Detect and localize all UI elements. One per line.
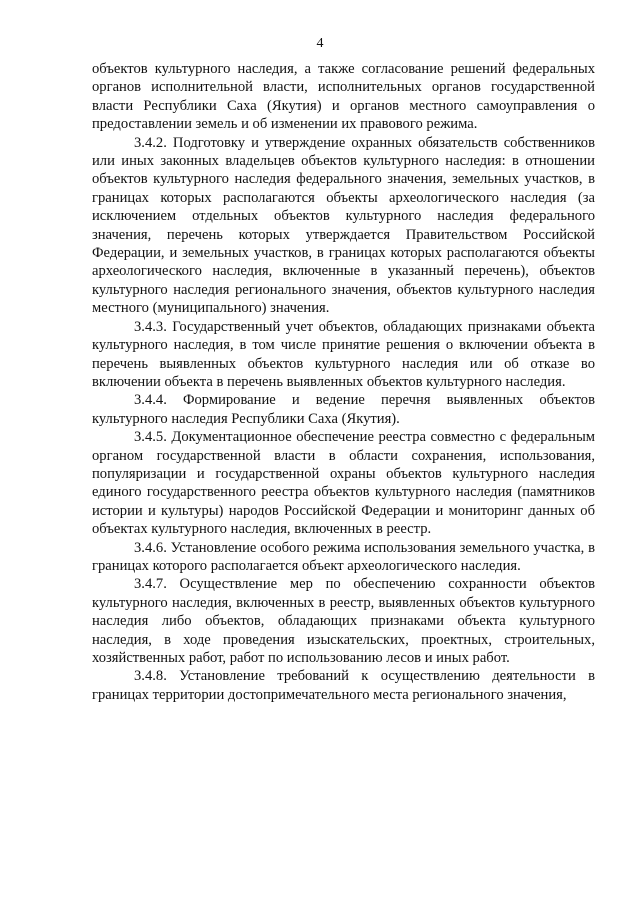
paragraph-continuation: объектов культурного наследия, а также согласование решений федеральных органов исполнительной власти, исполнительных органов государственной власти Республики Саха (Якутия) и органов местного самоуправления о предоставлении земель и об изменении их правового режима.	[92, 61, 595, 133]
document-body	[92, 60, 595, 704]
paragraph-3-4-3: 3.4.3. Государственный учет объектов, обладающих признаками объекта культурного наследия, в том числе принятие решения о включении объекта в перечень выявленных объектов культурного наследия или об отказе во включении объекта в перечень выявленных объектов культурного наследия.	[92, 318, 595, 390]
paragraph-3-4-8: 3.4.8. Установление требований к осуществлению деятельности в границах территории достопримечательного места регионального значения,	[92, 668, 595, 703]
paragraph-3-4-6: 3.4.6. Установление особого режима использования земельного участка, в границах которого располагается объект археологического наследия.	[92, 539, 595, 574]
paragraph-3-4-2: 3.4.2. Подготовку и утверждение охранных обязательств собственников или иных законных владельцев объектов культурного наследия: в отношении объектов культурного наследия федерального значения, земельных участков, в границах которых располагаются объекты археологического наследия (за исключением отдельных объектов культурного наследия федерального значения, перечень которых утверждается Правительством Российской Федерации, и земельных участков, в границах которых располагаются объекты археологического наследия, включенные в указанный перечень), объектов культурного наследия регионального значения, объектов культурного наследия местного (муниципального) значения.	[92, 134, 595, 317]
page-number: 4	[316, 36, 324, 51]
paragraph-3-4-5: 3.4.5. Документационное обеспечение реестра совместно с федеральным органом государственной власти в области сохранения, использования, популяризации и государственной охраны объектов культурного наследия единого государственного реестра объектов культурного наследия (памятников истории и культуры) народов Российской Федерации и мониторинг данных об объектах культурного наследия, включенных в реестр.	[92, 429, 595, 538]
paragraph-3-4-7: 3.4.7. Осуществление мер по обеспечению сохранности объектов культурного наследия, включенных в реестр, выявленных объектов культурного наследия либо объектов, обладающих признаками объекта культурного наследия, в ходе проведения изыскательских, проектных, строительных, хозяйственных работ, работ по использованию лесов и иных работ.	[92, 576, 595, 666]
paragraph-3-4-4: 3.4.4. Формирование и ведение перечня выявленных объектов культурного наследия Республики Саха (Якутия).	[92, 392, 595, 427]
